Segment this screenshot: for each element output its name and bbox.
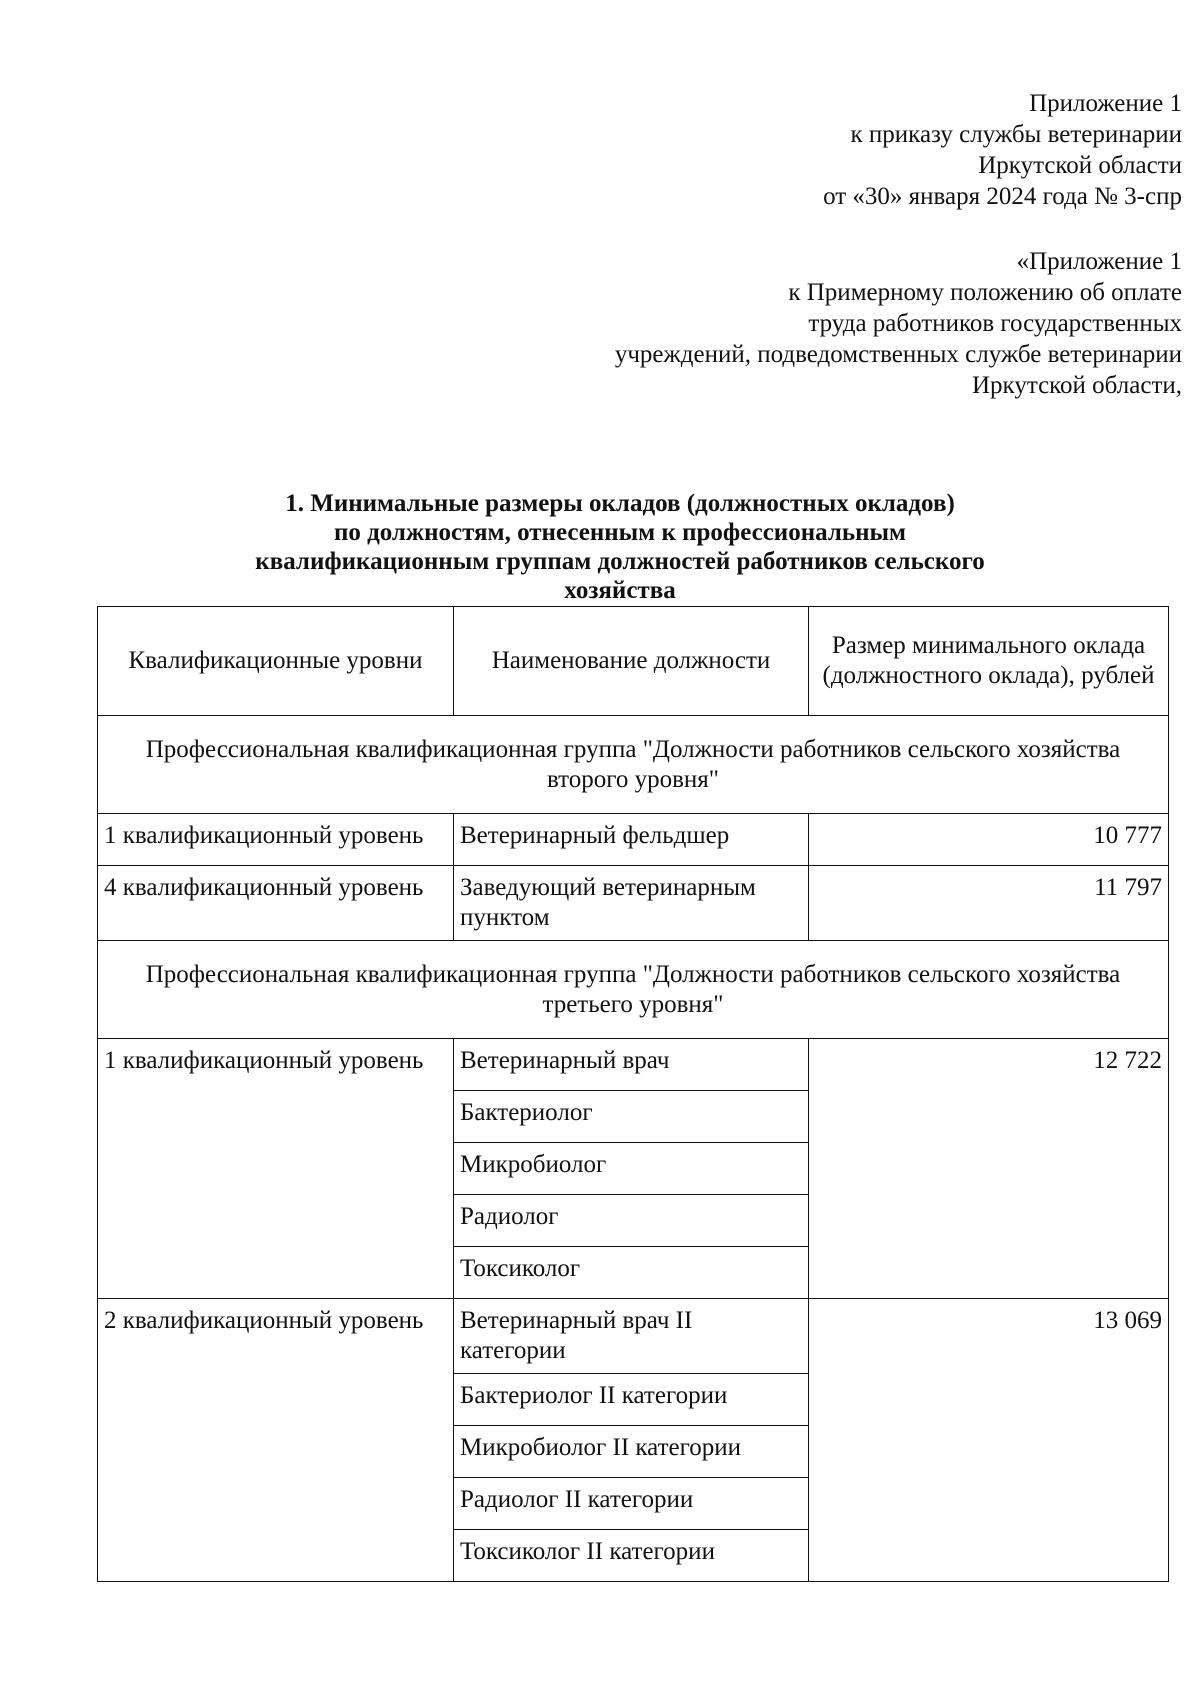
annex-header-line: труда работников государственных bbox=[808, 310, 1182, 337]
order-header-line: от «30» января 2024 года № 3-спр bbox=[823, 183, 1182, 210]
column-header-salary: Размер минимального оклада (должностного оклада), рублей bbox=[809, 607, 1169, 716]
table-row bbox=[98, 1039, 1169, 1091]
position-name: Бактериолог bbox=[454, 1091, 809, 1143]
position-name: Токсиколог II категории bbox=[454, 1530, 809, 1582]
title-line: 1. Минимальные размеры окладов (должностных окладов) bbox=[285, 490, 955, 517]
position-name: Токсиколог bbox=[454, 1247, 809, 1299]
salary-amount: 10 777 bbox=[809, 814, 1169, 866]
order-header-line: Приложение 1 bbox=[1029, 90, 1182, 117]
order-reference-header bbox=[823, 88, 1182, 212]
qualification-level: 4 квалификационный уровень bbox=[98, 866, 454, 941]
salary-amount: 11 797 bbox=[809, 866, 1169, 941]
salary-amount: 12 722 bbox=[809, 1039, 1169, 1299]
position-name: Радиолог II категории bbox=[454, 1478, 809, 1530]
annex-header-line: к Примерному положению об оплате bbox=[788, 279, 1182, 306]
position-name: Бактериолог II категории bbox=[454, 1374, 809, 1426]
position-name: Радиолог bbox=[454, 1195, 809, 1247]
position-name: Микробиолог bbox=[454, 1143, 809, 1195]
annex-reference-header bbox=[615, 246, 1182, 401]
title-line: по должностям, отнесенным к профессиональным bbox=[333, 519, 907, 546]
group-title: Профессиональная квалификационная группа "Должности работников сельского хозяйства второго уровня" bbox=[98, 716, 1169, 814]
table-row bbox=[98, 814, 1169, 866]
column-header-level: Квалификационные уровни bbox=[98, 607, 454, 716]
column-header-position: Наименование должности bbox=[454, 607, 809, 716]
qualification-level: 1 квалификационный уровень bbox=[98, 814, 454, 866]
group-row bbox=[98, 941, 1169, 1039]
order-header-line: к приказу службы ветеринарии bbox=[850, 121, 1182, 148]
group-row bbox=[98, 716, 1169, 814]
group-title: Профессиональная квалификационная группа "Должности работников сельского хозяйства третьего уровня" bbox=[98, 941, 1169, 1039]
qualification-level: 2 квалификационный уровень bbox=[98, 1299, 454, 1582]
document-title bbox=[100, 489, 1140, 605]
table-header-row bbox=[98, 607, 1169, 716]
position-name: Ветеринарный врач II категории bbox=[454, 1299, 809, 1374]
annex-header-line: «Приложение 1 bbox=[1016, 248, 1182, 275]
position-name: Ветеринарный фельдшер bbox=[454, 814, 809, 866]
annex-header-line: Иркутской области, bbox=[972, 372, 1182, 399]
position-name: Микробиолог II категории bbox=[454, 1426, 809, 1478]
qualification-level: 1 квалификационный уровень bbox=[98, 1039, 454, 1299]
position-name: Заведующий ветеринарным пунктом bbox=[454, 866, 809, 941]
table-row bbox=[98, 866, 1169, 941]
annex-header-line: учреждений, подведомственных службе ветеринарии bbox=[614, 341, 1182, 368]
title-line: квалификационным группам должностей работников сельского bbox=[255, 548, 985, 575]
table-row bbox=[98, 1299, 1169, 1374]
position-name: Ветеринарный врач bbox=[454, 1039, 809, 1091]
salary-table bbox=[97, 606, 1169, 1582]
salary-amount: 13 069 bbox=[809, 1299, 1169, 1582]
title-line: хозяйства bbox=[564, 577, 676, 604]
order-header-line: Иркутской области bbox=[978, 152, 1182, 179]
